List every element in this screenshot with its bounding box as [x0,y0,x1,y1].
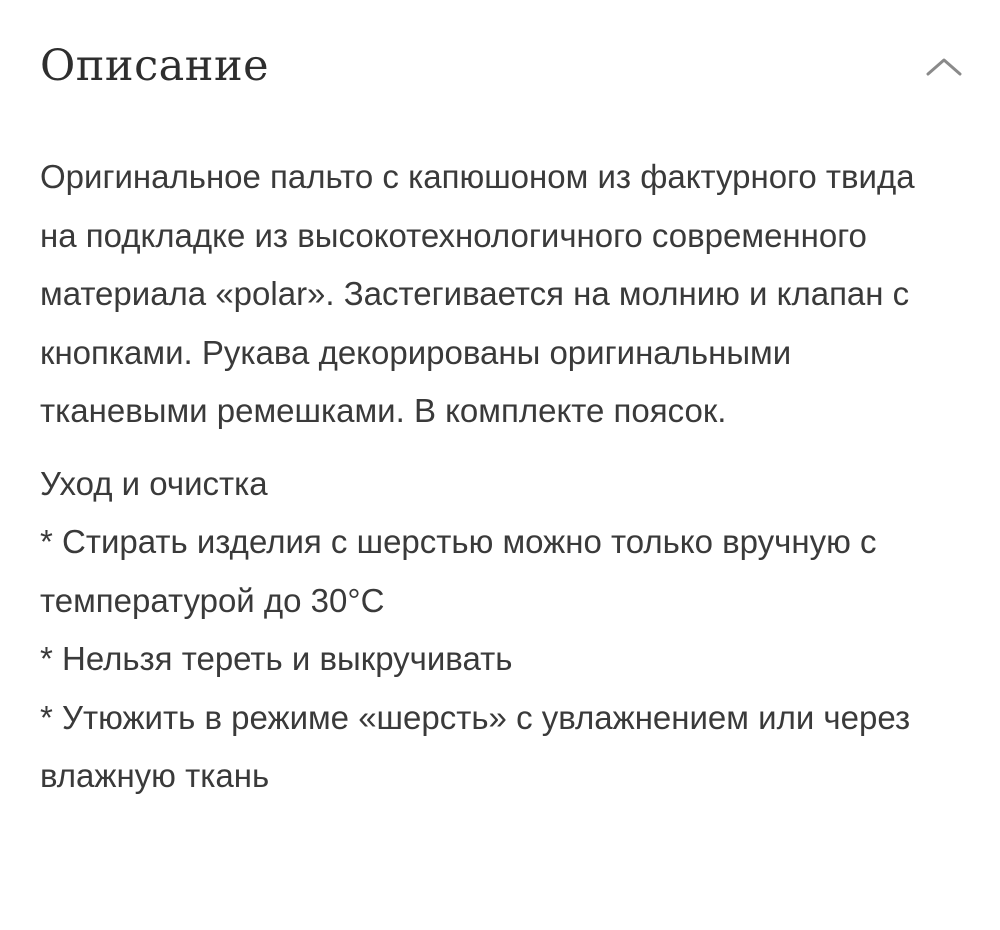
care-item: * Нельзя тереть и выкручивать [40,640,513,677]
product-description: Оригинальное пальто с капюшоном из фактурного твида на подкладке из высокотехнологичного современного материала «polar». Застегивается на молнию и клапан с кнопками. Рукава декорированы оригинальными тканевыми ремешками. В комплекте поясок. [40,158,915,429]
care-item: * Утюжить в режиме «шерсть» с увлажнением или через влажную ткань [40,698,911,794]
care-item: * Стирать изделия с шерстью можно только вручную с температурой до 30°С [40,523,877,619]
section-title: Описание [40,41,270,91]
chevron-up-icon [925,55,963,77]
care-title: Уход и очистка [40,464,268,502]
section-header[interactable] [0,0,1000,130]
collapse-toggle[interactable] [916,46,972,86]
section-body [40,148,960,806]
